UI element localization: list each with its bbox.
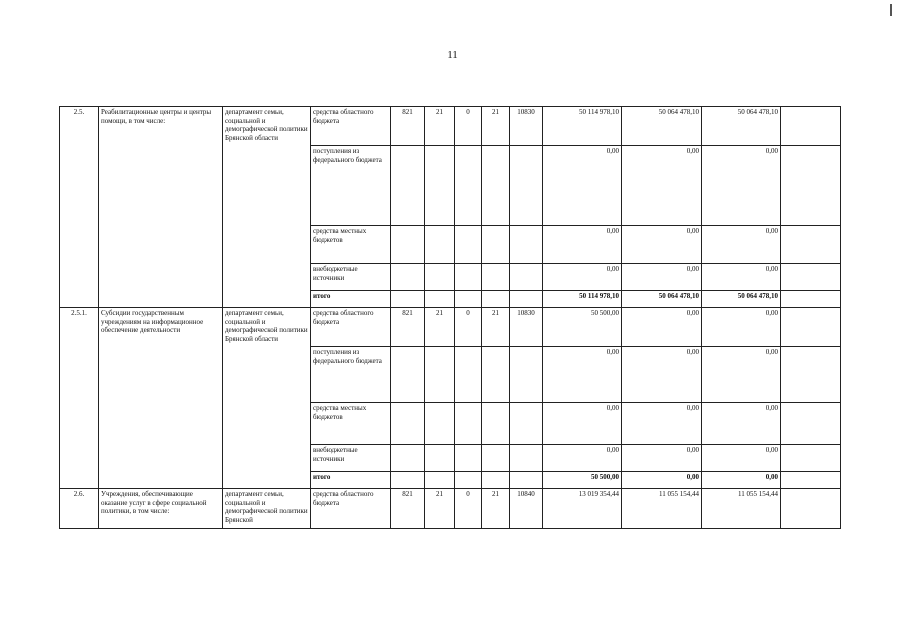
- amount-year-3: 0,00: [702, 226, 781, 264]
- item-name: Реабилитационные центры и центры помощи, в том числе:: [99, 107, 223, 308]
- subsection-code: [455, 445, 482, 472]
- amount-year-3: 50 064 478,10: [702, 291, 781, 308]
- section-code: [425, 146, 455, 226]
- budget-table: [59, 106, 841, 529]
- expense-code: [510, 403, 543, 445]
- amount-year-2: 50 064 478,10: [622, 107, 702, 146]
- empty-cell: [781, 291, 841, 308]
- source-label: средства областного бюджета: [311, 107, 391, 146]
- target-code: [482, 347, 510, 403]
- amount-year-2: 0,00: [622, 308, 702, 347]
- amount-year-1: 0,00: [543, 146, 622, 226]
- target-code: [482, 472, 510, 489]
- source-label: итого: [311, 291, 391, 308]
- subsection-code: [455, 264, 482, 291]
- table-row: [60, 107, 841, 146]
- amount-year-1: 0,00: [543, 445, 622, 472]
- expense-code: [510, 291, 543, 308]
- amount-year-3: 0,00: [702, 264, 781, 291]
- grbs-code: 821: [391, 107, 425, 146]
- subsection-code: [455, 291, 482, 308]
- empty-cell: [781, 347, 841, 403]
- subsection-code: [455, 403, 482, 445]
- grbs-code: [391, 347, 425, 403]
- section-code: 21: [425, 107, 455, 146]
- subsection-code: [455, 146, 482, 226]
- grbs-code: 821: [391, 308, 425, 347]
- expense-code: 10830: [510, 308, 543, 347]
- grbs-code: [391, 226, 425, 264]
- empty-cell: [781, 146, 841, 226]
- grbs-code: [391, 146, 425, 226]
- amount-year-3: 11 055 154,44: [702, 489, 781, 529]
- section-code: 21: [425, 489, 455, 529]
- amount-year-3: 0,00: [702, 308, 781, 347]
- empty-cell: [781, 445, 841, 472]
- target-code: [482, 264, 510, 291]
- table-row: [60, 308, 841, 347]
- item-number: 2.5.1.: [60, 308, 99, 489]
- amount-year-2: 0,00: [622, 264, 702, 291]
- subsection-code: [455, 347, 482, 403]
- source-label: внебюджетные источники: [311, 264, 391, 291]
- item-executor: департамент семьи, социальной и демографической политики Брянской области: [223, 308, 311, 489]
- subsection-code: [455, 226, 482, 264]
- subsection-code: 0: [455, 308, 482, 347]
- grbs-code: [391, 291, 425, 308]
- section-code: [425, 403, 455, 445]
- target-code: [482, 146, 510, 226]
- amount-year-3: 0,00: [702, 146, 781, 226]
- subsection-code: 0: [455, 107, 482, 146]
- amount-year-3: 0,00: [702, 472, 781, 489]
- source-label: итого: [311, 472, 391, 489]
- amount-year-2: 11 055 154,44: [622, 489, 702, 529]
- empty-cell: [781, 107, 841, 146]
- expense-code: [510, 472, 543, 489]
- section-code: [425, 264, 455, 291]
- amount-year-1: 0,00: [543, 403, 622, 445]
- item-executor: департамент семьи, социальной и демографической политики Брянской области: [223, 107, 311, 308]
- grbs-code: 821: [391, 489, 425, 529]
- source-label: поступления из федерального бюджета: [311, 146, 391, 226]
- section-code: [425, 291, 455, 308]
- subsection-code: 0: [455, 489, 482, 529]
- empty-cell: [781, 489, 841, 529]
- amount-year-3: 50 064 478,10: [702, 107, 781, 146]
- expense-code: [510, 226, 543, 264]
- expense-code: 10840: [510, 489, 543, 529]
- section-code: [425, 472, 455, 489]
- amount-year-2: 50 064 478,10: [622, 291, 702, 308]
- target-code: 21: [482, 489, 510, 529]
- amount-year-3: 0,00: [702, 445, 781, 472]
- expense-code: [510, 264, 543, 291]
- expense-code: 10830: [510, 107, 543, 146]
- target-code: 21: [482, 107, 510, 146]
- amount-year-1: 50 114 978,10: [543, 107, 622, 146]
- source-label: средства местных бюджетов: [311, 403, 391, 445]
- item-executor: департамент семьи, социальной и демографической политики Брянской: [223, 489, 311, 529]
- amount-year-2: 0,00: [622, 472, 702, 489]
- empty-cell: [781, 264, 841, 291]
- amount-year-2: 0,00: [622, 347, 702, 403]
- amount-year-2: 0,00: [622, 146, 702, 226]
- expense-code: [510, 445, 543, 472]
- empty-cell: [781, 308, 841, 347]
- page-edge-mark: [890, 4, 892, 16]
- section-code: 21: [425, 308, 455, 347]
- amount-year-2: 0,00: [622, 403, 702, 445]
- section-code: [425, 445, 455, 472]
- page-number: 11: [447, 49, 458, 61]
- target-code: 21: [482, 308, 510, 347]
- section-code: [425, 347, 455, 403]
- source-label: средства областного бюджета: [311, 489, 391, 529]
- amount-year-2: 0,00: [622, 226, 702, 264]
- source-label: поступления из федерального бюджета: [311, 347, 391, 403]
- grbs-code: [391, 403, 425, 445]
- amount-year-2: 0,00: [622, 445, 702, 472]
- subsection-code: [455, 472, 482, 489]
- grbs-code: [391, 445, 425, 472]
- section-code: [425, 226, 455, 264]
- target-code: [482, 291, 510, 308]
- empty-cell: [781, 226, 841, 264]
- table-row: [60, 489, 841, 529]
- grbs-code: [391, 264, 425, 291]
- amount-year-1: 0,00: [543, 347, 622, 403]
- target-code: [482, 403, 510, 445]
- empty-cell: [781, 403, 841, 445]
- amount-year-1: 50 500,00: [543, 308, 622, 347]
- amount-year-3: 0,00: [702, 347, 781, 403]
- expense-code: [510, 146, 543, 226]
- item-name: Субсидии государственным учреждениям на информационное обеспечение деятельности: [99, 308, 223, 489]
- amount-year-1: 50 114 978,10: [543, 291, 622, 308]
- expense-code: [510, 347, 543, 403]
- target-code: [482, 445, 510, 472]
- source-label: средства областного бюджета: [311, 308, 391, 347]
- item-number: 2.5.: [60, 107, 99, 308]
- source-label: внебюджетные источники: [311, 445, 391, 472]
- target-code: [482, 226, 510, 264]
- amount-year-3: 0,00: [702, 403, 781, 445]
- amount-year-1: 50 500,00: [543, 472, 622, 489]
- amount-year-1: 13 019 354,44: [543, 489, 622, 529]
- empty-cell: [781, 472, 841, 489]
- item-number: 2.6.: [60, 489, 99, 529]
- item-name: Учреждения, обеспечивающие оказание услуг в сфере социальной политики, в том числе:: [99, 489, 223, 529]
- amount-year-1: 0,00: [543, 226, 622, 264]
- source-label: средства местных бюджетов: [311, 226, 391, 264]
- grbs-code: [391, 472, 425, 489]
- amount-year-1: 0,00: [543, 264, 622, 291]
